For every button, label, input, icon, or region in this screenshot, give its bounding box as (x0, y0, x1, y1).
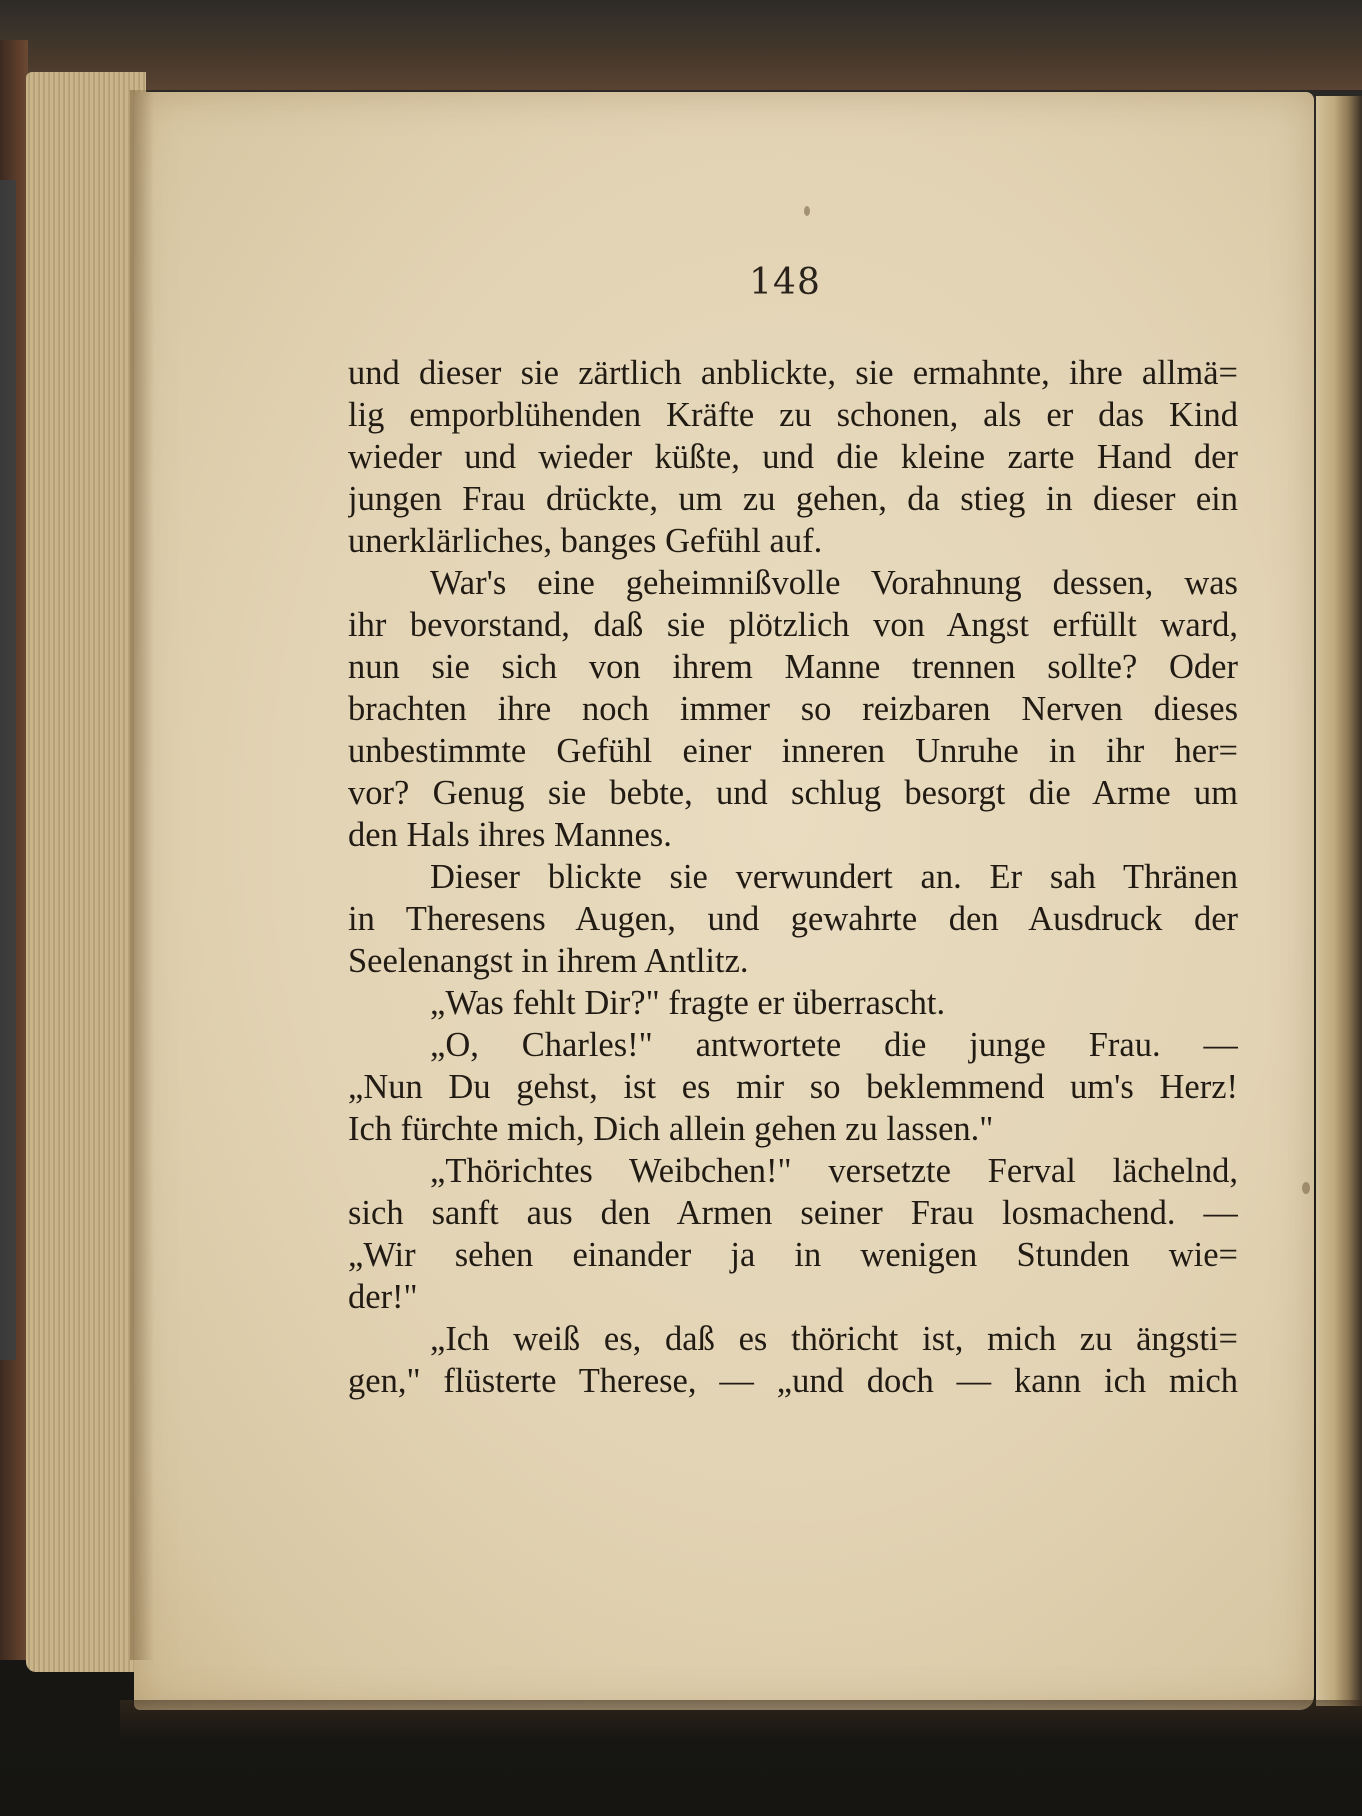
text-line: sich sanft aus den Armen seiner Frau losmachend. — (348, 1194, 1238, 1232)
text-line: Dieser blickte sie verwundert an. Er sah Thränen (430, 858, 1238, 896)
paper-speck (804, 206, 810, 216)
page-bottom-shadow (120, 1700, 1362, 1740)
text-line: unerklärliches, banges Gefühl auf. (348, 522, 823, 560)
book-cover-top (0, 0, 1362, 90)
text-line: vor? Genug sie bebte, und schlug besorgt die Arme um (348, 774, 1238, 812)
gutter-shadow (130, 90, 154, 1660)
text-line: und dieser sie zärtlich anblickte, sie ermahnte, ihre allmä= (348, 354, 1238, 392)
text-line: „O, Charles!" antwortete die junge Frau. — (430, 1026, 1238, 1064)
text-line: „Thörichtes Weibchen!" versetzte Ferval lächelnd, (430, 1152, 1238, 1190)
text-line: den Hals ihres Mannes. (348, 816, 672, 854)
text-line: in Theresens Augen, und gewahrte den Ausdruck der (348, 900, 1238, 938)
text-line: jungen Frau drückte, um zu gehen, da stieg in dieser ein (348, 480, 1238, 518)
text-line: der!" (348, 1278, 418, 1316)
text-line: gen," flüsterte Therese, — „und doch — kann ich mich (348, 1362, 1238, 1400)
text-line: „Was fehlt Dir?" fragte er überrascht. (430, 984, 946, 1022)
text-line: ihr bevorstand, daß sie plötzlich von Angst erfüllt ward, (348, 606, 1238, 644)
text-line: Seelenangst in ihrem Antlitz. (348, 942, 749, 980)
book-cover-cloth (0, 180, 16, 1360)
page-curl-right (1316, 96, 1362, 1706)
text-line: unbestimmte Gefühl einer inneren Unruhe in ihr her= (348, 732, 1238, 770)
text-line: „Nun Du gehst, ist es mir so beklemmend um's Herz! (348, 1068, 1238, 1106)
text-line: brachten ihre noch immer so reizbaren Nerven dieses (348, 690, 1238, 728)
text-line: „Ich weiß es, daß es thöricht ist, mich zu ängsti= (430, 1320, 1238, 1358)
page-edges (26, 72, 146, 1672)
text-line: War's eine geheimnißvolle Vorahnung dessen, was (430, 564, 1238, 602)
page-number: 148 (749, 262, 821, 303)
text-line: lig emporblühenden Kräfte zu schonen, als er das Kind (348, 396, 1238, 434)
text-line: „Wir sehen einander ja in wenigen Stunden wie= (348, 1236, 1238, 1274)
text-line: nun sie sich von ihrem Manne trennen sollte? Oder (348, 648, 1238, 686)
paper-speck (1302, 1182, 1310, 1194)
text-line: wieder und wieder küßte, und die kleine zarte Hand der (348, 438, 1238, 476)
body-text (348, 352, 1238, 1402)
text-line: Ich fürchte mich, Dich allein gehen zu lassen." (348, 1110, 994, 1148)
